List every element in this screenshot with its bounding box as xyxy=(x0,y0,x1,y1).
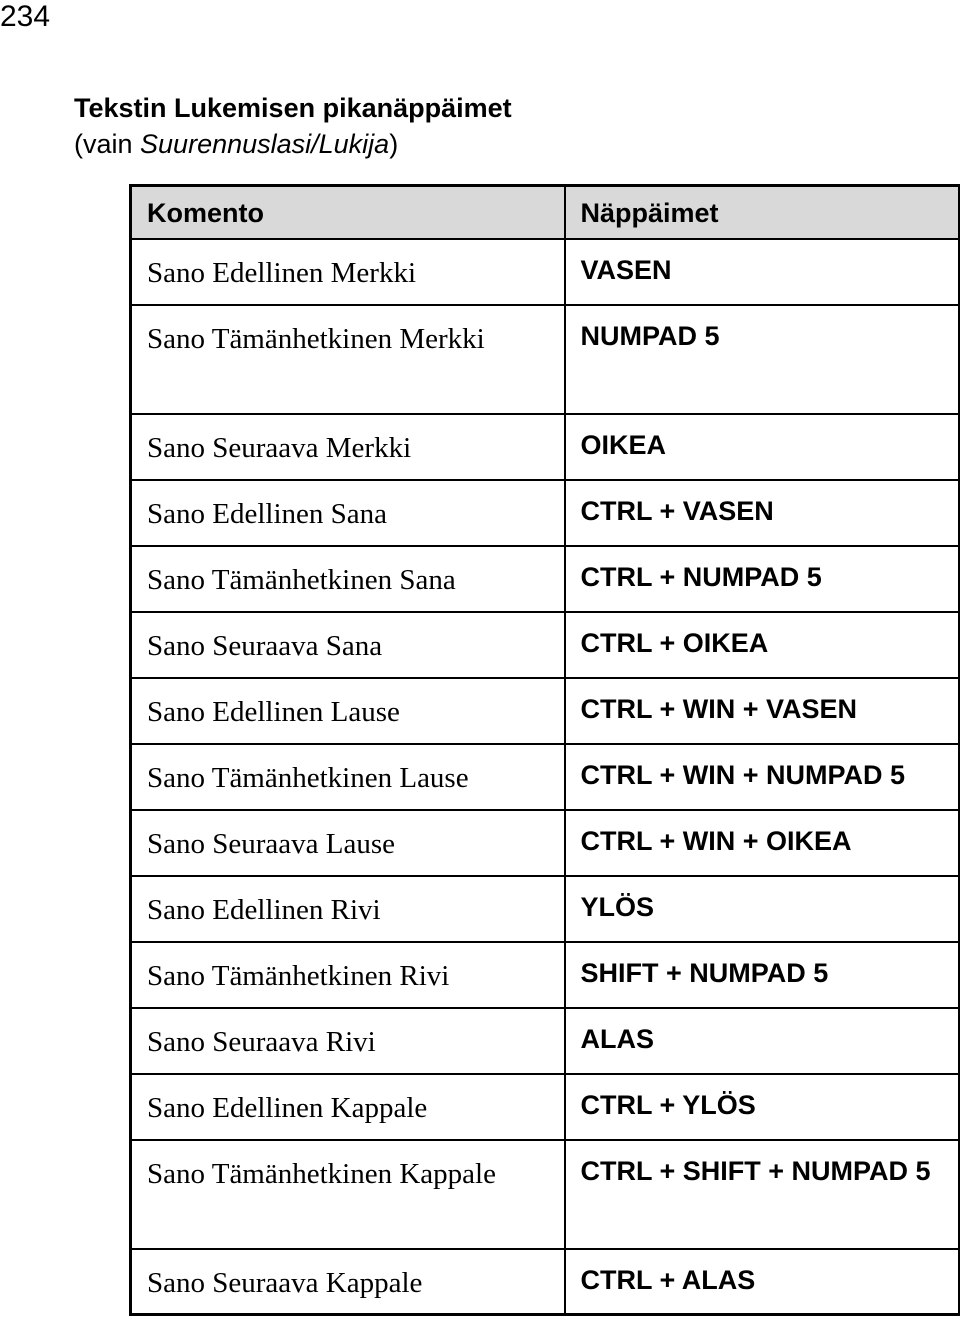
keys-cell: VASEN xyxy=(565,239,960,305)
table-row xyxy=(131,1008,960,1074)
keys-cell: NUMPAD 5 xyxy=(565,305,960,414)
keys-cell: CTRL + VASEN xyxy=(565,480,960,546)
keys-cell: ALAS xyxy=(565,1008,960,1074)
heading-subtitle xyxy=(74,126,512,162)
command-cell: Sano Seuraava Kappale xyxy=(131,1249,565,1315)
table-row xyxy=(131,414,960,480)
section-heading xyxy=(74,90,512,162)
command-cell: Sano Tämänhetkinen Kappale xyxy=(131,1140,565,1249)
table-row xyxy=(131,810,960,876)
keys-cell: CTRL + OIKEA xyxy=(565,612,960,678)
table-row xyxy=(131,546,960,612)
command-cell: Sano Seuraava Lause xyxy=(131,810,565,876)
command-cell: Sano Seuraava Merkki xyxy=(131,414,565,480)
command-cell: Sano Tämänhetkinen Sana xyxy=(131,546,565,612)
keys-cell: CTRL + NUMPAD 5 xyxy=(565,546,960,612)
keys-cell: CTRL + ALAS xyxy=(565,1249,960,1315)
table-row xyxy=(131,1140,960,1249)
keys-cell: CTRL + WIN + VASEN xyxy=(565,678,960,744)
table-row xyxy=(131,942,960,1008)
command-cell: Sano Seuraava Rivi xyxy=(131,1008,565,1074)
command-cell: Sano Edellinen Kappale xyxy=(131,1074,565,1140)
command-cell: Sano Tämänhetkinen Lause xyxy=(131,744,565,810)
table-row xyxy=(131,1249,960,1315)
keys-cell: OIKEA xyxy=(565,414,960,480)
column-header-keys: Näppäimet xyxy=(565,186,960,239)
command-cell: Sano Edellinen Rivi xyxy=(131,876,565,942)
command-cell: Sano Edellinen Merkki xyxy=(131,239,565,305)
keys-cell: CTRL + SHIFT + NUMPAD 5 xyxy=(565,1140,960,1249)
table-row xyxy=(131,480,960,546)
table-header-row xyxy=(131,186,960,239)
table-row xyxy=(131,239,960,305)
table-row xyxy=(131,612,960,678)
keys-cell: YLÖS xyxy=(565,876,960,942)
subtitle-prefix: (vain xyxy=(74,129,141,159)
page-number: 234 xyxy=(0,0,51,33)
keys-cell: CTRL + WIN + NUMPAD 5 xyxy=(565,744,960,810)
command-cell: Sano Edellinen Sana xyxy=(131,480,565,546)
subtitle-app-name: Suurennuslasi/Lukija xyxy=(140,129,390,159)
keys-cell: CTRL + WIN + OIKEA xyxy=(565,810,960,876)
command-cell: Sano Tämänhetkinen Merkki xyxy=(131,305,565,414)
table-row xyxy=(131,876,960,942)
table-row xyxy=(131,744,960,810)
subtitle-suffix: ) xyxy=(389,129,399,159)
column-header-command: Komento xyxy=(131,186,565,239)
shortcut-table xyxy=(129,184,960,1316)
command-cell: Sano Edellinen Lause xyxy=(131,678,565,744)
table-row xyxy=(131,678,960,744)
command-cell: Sano Seuraava Sana xyxy=(131,612,565,678)
table-row xyxy=(131,1074,960,1140)
keys-cell: CTRL + YLÖS xyxy=(565,1074,960,1140)
heading-title: Tekstin Lukemisen pikanäppäimet xyxy=(74,93,512,123)
command-cell: Sano Tämänhetkinen Rivi xyxy=(131,942,565,1008)
keys-cell: SHIFT + NUMPAD 5 xyxy=(565,942,960,1008)
table-row xyxy=(131,305,960,414)
